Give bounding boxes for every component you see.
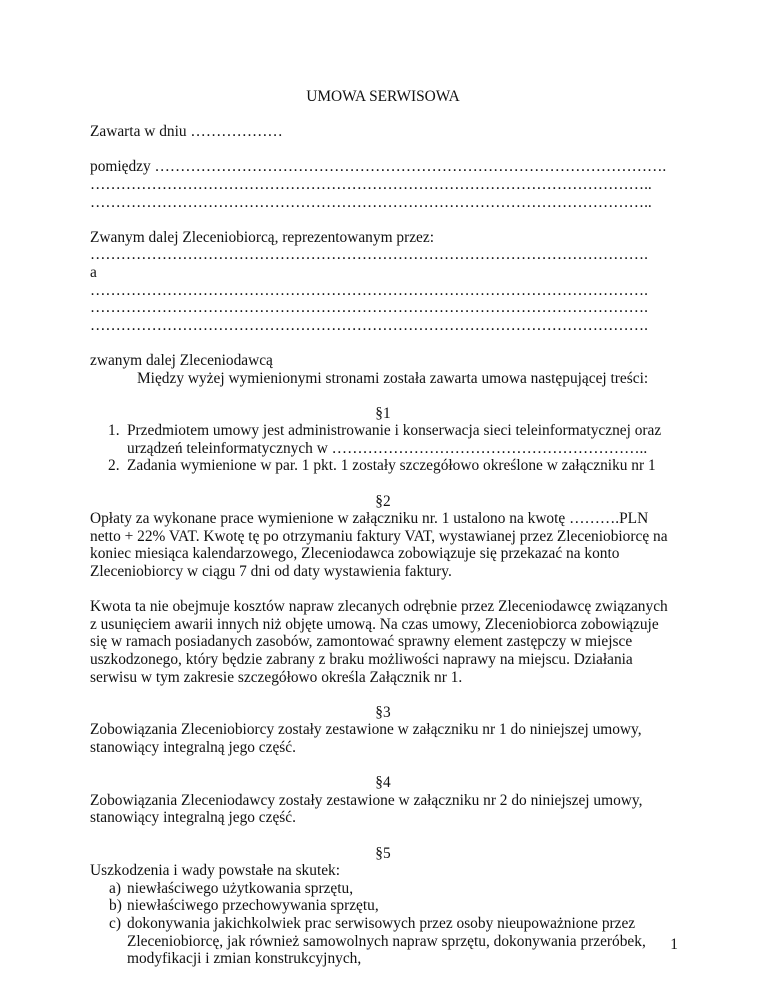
section-1-list: [90, 422, 676, 475]
document-title: UMOWA SERWISOWA: [306, 88, 460, 105]
list-item-text: Przedmiotem umowy jest administrowanie i konserwacja sieci teleinformatycznej oraz urządzeń teleinformatycznych w ……………………………………………………..: [127, 422, 662, 457]
section-4-heading: §4: [375, 774, 391, 792]
contractor-label: Zwanym dalej Zleceniobiorcą, reprezentowanym przez:: [90, 228, 434, 246]
list-item: [90, 897, 676, 915]
client-label: zwanym dalej Zleceniodawcą: [90, 351, 273, 369]
list-item-text: niewłaściwego przechowywania sprzętu,: [127, 897, 379, 915]
section-3-heading: §3: [375, 703, 391, 721]
section-5-list: [90, 880, 676, 968]
contractor-line: ……………………………………………………………………………………………….: [90, 246, 648, 264]
section-5-intro: Uszkodzenia i wady powstałe na skutek:: [90, 862, 341, 880]
client-line-1: ……………………………………………………………………………………………….: [90, 281, 648, 299]
section-2-paragraph-1: Opłaty za wykonane prace wymienione w załączniku nr. 1 ustalono na kwotę ……….PLN netto + 22% VAT. Kwotę tę po otrzymaniu faktury VAT, wystawianej przez Zleceniobiorcę na koniec miesiąca kalendarzowego, Zleceniodawca zobowiązuje się przekazać na konto Zleceniobiorcy w ciągu 7 dni od daty wystawienia faktury.: [90, 510, 668, 581]
section-1-heading: §1: [375, 404, 391, 422]
intro-text: Między wyżej wymienionymi stronami została zawarta umowa następującej treści:: [137, 369, 649, 387]
list-marker: c): [109, 914, 121, 932]
and-word: a: [90, 263, 97, 281]
section-2-paragraph-2: Kwota ta nie obejmuje kosztów napraw zlecanych odrębnie przez Zleceniodawcę związanych z usunięciem awarii innych niż objęte umową. Na czas umowy, Zleceniobiorca zobowiązuje się w ramach posiadanych zasobów, zamontować sprawny element zastępczy w miejsce uszkodzonego, który będzie zabrany z braku możliwości naprawy na miejscu. Działania serwisu w tym zakresie szczegółowo określa Załącznik nr 1.: [90, 598, 668, 686]
list-marker: b): [109, 897, 122, 915]
list-marker: a): [109, 879, 121, 897]
list-marker: 1.: [108, 422, 120, 440]
date-line: Zawarta w dniu ………………: [90, 123, 283, 141]
between-line-2: ………………………………………………………………………………………………..: [90, 175, 652, 193]
section-5-heading: §5: [375, 844, 391, 862]
list-item: [90, 457, 676, 475]
section-2-heading: §2: [375, 492, 391, 510]
document-page: [90, 88, 676, 968]
client-line-3: ……………………………………………………………………………………………….: [90, 316, 648, 334]
page-number: 1: [670, 936, 678, 953]
list-item: [90, 422, 676, 457]
section-3-text: Zobowiązania Zleceniobiorcy zostały zestawione w załączniku nr 1 do niniejszej umowy, stanowiący integralną jego część.: [90, 721, 642, 756]
list-marker: 2.: [108, 457, 120, 475]
client-line-2: ……………………………………………………………………………………………….: [90, 299, 648, 317]
section-4-text: Zobowiązania Zleceniodawcy zostały zestawione w załączniku nr 2 do niniejszej umowy, stanowiący integralną jego część.: [90, 791, 643, 827]
list-item: [90, 880, 676, 898]
list-item-text: niewłaściwego użytkowania sprzętu,: [127, 879, 354, 897]
list-item: [90, 915, 676, 968]
between-line-3: ………………………………………………………………………………………………..: [90, 193, 652, 211]
list-item-text: dokonywania jakichkolwiek prac serwisowych przez osoby nieupoważnione przez Zleceniobiorcę, jak również samowolnych napraw sprzętu, dokonywania przeróbek, modyfikacji i zmian konstrukcyjnych,: [127, 914, 646, 968]
between-line-1: pomiędzy ……………………………………………………………………………………….: [90, 158, 667, 176]
list-item-text: Zadania wymienione w par. 1 pkt. 1 zostały szczegółowo określone w załączniku nr 1: [127, 457, 656, 475]
